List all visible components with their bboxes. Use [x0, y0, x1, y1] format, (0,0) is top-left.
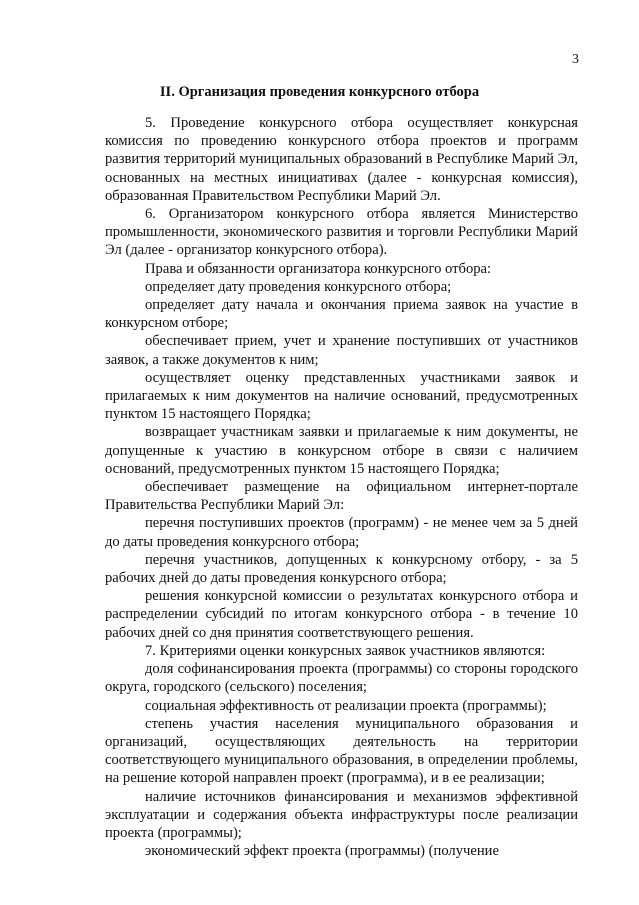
paragraph: осуществляет оценку представленных участниками заявок и прилагаемых к ним документов на наличие оснований, предусмотренных пунктом 15 настоящего Порядка; — [105, 369, 578, 423]
paragraph: доля софинансирования проекта (программы) со стороны городского округа, городского (сельского) поселения; — [105, 661, 578, 696]
page-number: 3 — [572, 52, 579, 67]
paragraph: решения конкурсной комиссии о результатах конкурсного отбора и распределении субсидий по итогам конкурсного отбора - в течение 10 рабочих дней со дня принятия соответствующего решения. — [105, 588, 578, 641]
paragraph: перечня участников, допущенных к конкурсному отбору, - за 5 рабочих дней до даты проведения конкурсного отбора; — [105, 551, 578, 587]
paragraph: возвращает участникам заявки и прилагаемые к ним документы, не допущенные к участию в конкурсном отборе в связи с наличием оснований, предусмотренных пунктом 15 настоящего Порядка; — [105, 424, 578, 477]
paragraph: социальная эффективность от реализации проекта (программы); — [145, 697, 547, 714]
paragraph: 7. Критериями оценки конкурсных заявок участников являются: — [145, 642, 546, 659]
paragraph: 5. Проведение конкурсного отбора осуществляет конкурсная комиссия по проведению конкурсного отбора проектов и программ развития территорий муниципальных образований в Республике Марий Эл, основанных на местных инициативах (далее - конкурсная комиссия), образованная Правительством Республики Марий Эл. — [105, 115, 578, 204]
paragraph: обеспечивает размещение на официальном интернет-портале Правительства Республики Марий Эл: — [105, 479, 578, 514]
paragraph: обеспечивает прием, учет и хранение поступивших от участников заявок, а также документов к ним; — [105, 333, 578, 368]
section-title: II. Организация проведения конкурсного отбора — [159, 84, 480, 100]
paragraph: степень участия населения муниципального образования и организаций, осуществляющих деятельность на территории соответствующего муниципального образования, в определении проблемы, на решение которой направлен проект (программа), и в ее реализации; — [105, 715, 578, 787]
paragraph: наличие источников финансирования и механизмов эффективной эксплуатации и содержания объекта инфраструктуры после реализации проекта (программы); — [105, 788, 578, 841]
document-body — [105, 114, 578, 860]
paragraph: перечня поступивших проектов (программ) - не менее чем за 5 дней до даты проведения конкурсного отбора; — [105, 515, 578, 550]
paragraph: определяет дату проведения конкурсного отбора; — [145, 278, 452, 295]
paragraph: 6. Организатором конкурсного отбора является Министерство промышленности, экономического развития и торговли Республики Марий Эл (далее - организатор конкурсного отбора). — [105, 206, 578, 259]
paragraph: определяет дату начала и окончания приема заявок на участие в конкурсном отборе; — [105, 297, 578, 332]
paragraph: экономический эффект проекта (программы) (получение — [145, 843, 499, 860]
paragraph: Права и обязанности организатора конкурсного отбора: — [145, 260, 492, 277]
